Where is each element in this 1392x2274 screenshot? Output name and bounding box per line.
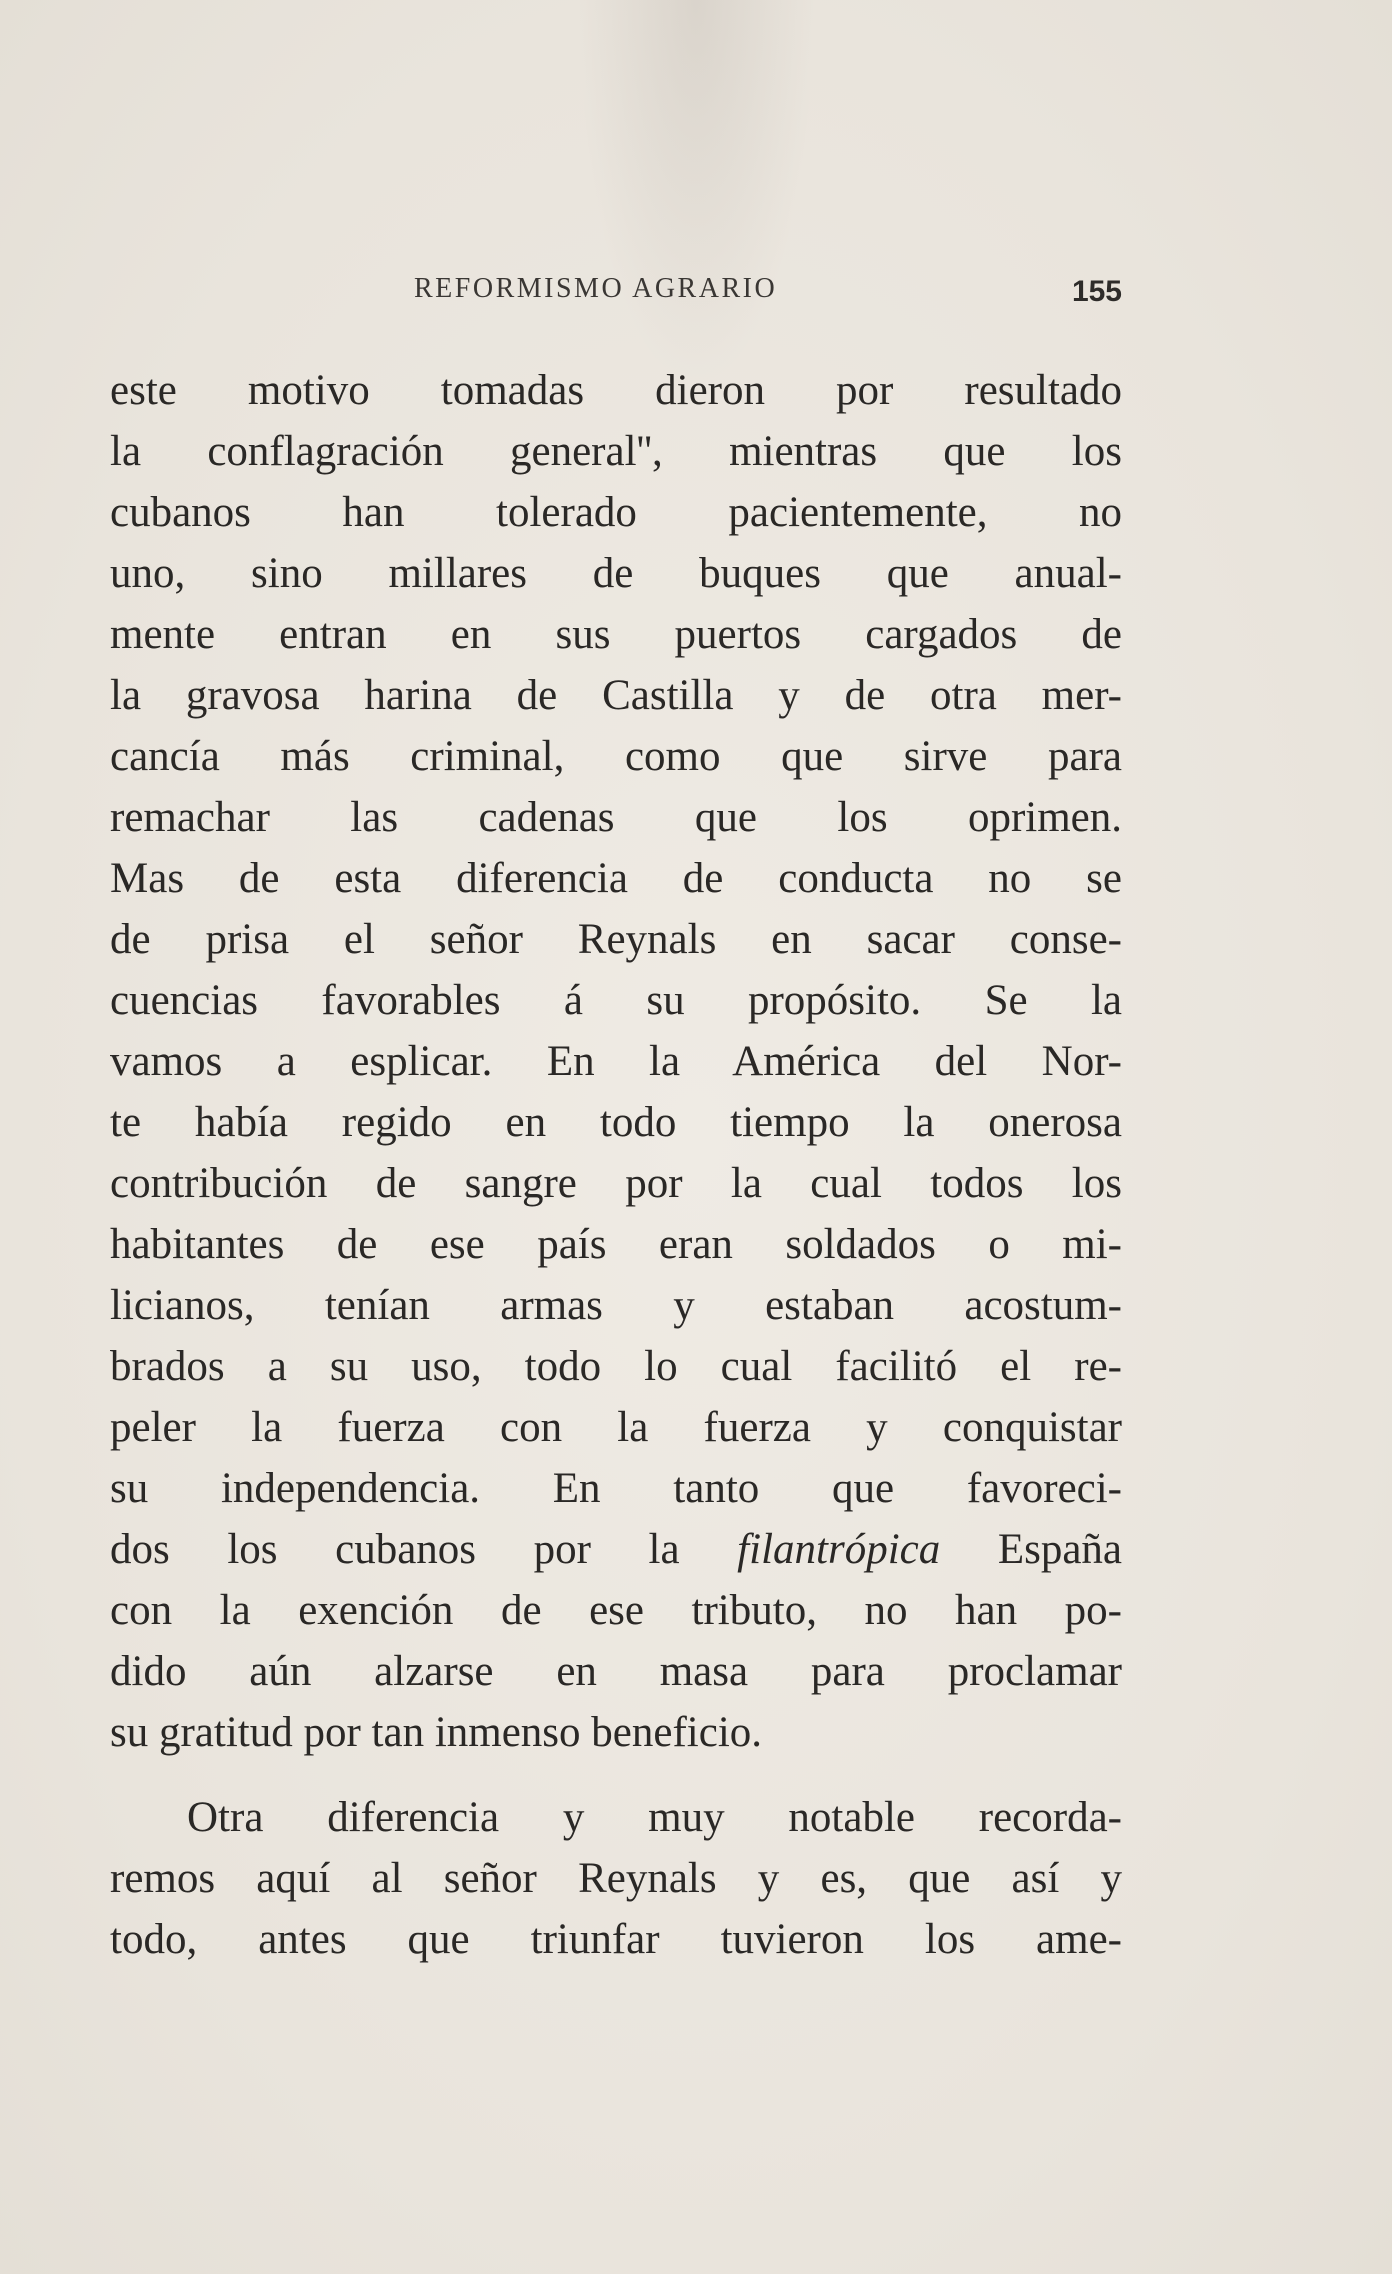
italic-word: filantrópica <box>737 1526 941 1573</box>
text-line: te había regido en todo tiempo la onerosa <box>110 1099 1122 1146</box>
text-line: cubanos han tolerado pacientemente, no <box>110 489 1122 536</box>
text-line: cuencias favorables á su propósito. Se la <box>110 977 1122 1024</box>
text-line: brados a su uso, todo lo cual facilitó el re- <box>110 1343 1122 1390</box>
text-line: con la exención de ese tributo, no han po- <box>110 1587 1122 1634</box>
text-line: de prisa el señor Reynals en sacar conse- <box>110 916 1122 963</box>
text-line: su gratitud por tan inmenso beneficio. <box>110 1709 763 1756</box>
text-line: remos aquí al señor Reynals y es, que así y <box>110 1855 1122 1902</box>
text-line: su independencia. En tanto que favoreci- <box>110 1465 1122 1512</box>
text-line: la gravosa harina de Castilla y de otra mer- <box>110 672 1122 719</box>
text-line: este motivo tomadas dieron por resultado <box>110 367 1122 414</box>
text-line: Otra diferencia y muy notable recorda- <box>187 1794 1122 1841</box>
running-head <box>110 273 1122 313</box>
text-fragment: dos los cubanos por la <box>110 1526 738 1573</box>
running-title: REFORMISMO AGRARIO <box>414 273 778 304</box>
text-line: Mas de esta diferencia de conducta no se <box>110 855 1122 902</box>
text-line: cancía más criminal, como que sirve para <box>110 733 1122 780</box>
paragraph-2 <box>110 1787 1122 1970</box>
text-line: uno, sino millares de buques que anual- <box>110 550 1122 597</box>
text-line: contribución de sangre por la cual todos los <box>110 1160 1122 1207</box>
text-line: habitantes de ese país eran soldados o mi- <box>110 1221 1122 1268</box>
text-line: dido aún alzarse en masa para proclamar <box>110 1648 1122 1695</box>
text-line: peler la fuerza con la fuerza y conquistar <box>110 1404 1122 1451</box>
text-fragment: España <box>940 1526 1123 1573</box>
text-line: todo, antes que triunfar tuvieron los ame- <box>110 1916 1122 1963</box>
text-line: remachar las cadenas que los oprimen. <box>110 794 1122 841</box>
body-text <box>110 360 1122 1970</box>
paragraph-1 <box>110 360 1122 1763</box>
text-line: vamos a esplicar. En la América del Nor- <box>110 1038 1122 1085</box>
page-number: 155 <box>1071 275 1122 308</box>
text-line: la conflagración general'', mientras que los <box>110 428 1122 475</box>
text-line-with-italic <box>110 1519 1122 1580</box>
text-line: mente entran en sus puertos cargados de <box>110 611 1122 658</box>
text-line: licianos, tenían armas y estaban acostum- <box>110 1282 1122 1329</box>
